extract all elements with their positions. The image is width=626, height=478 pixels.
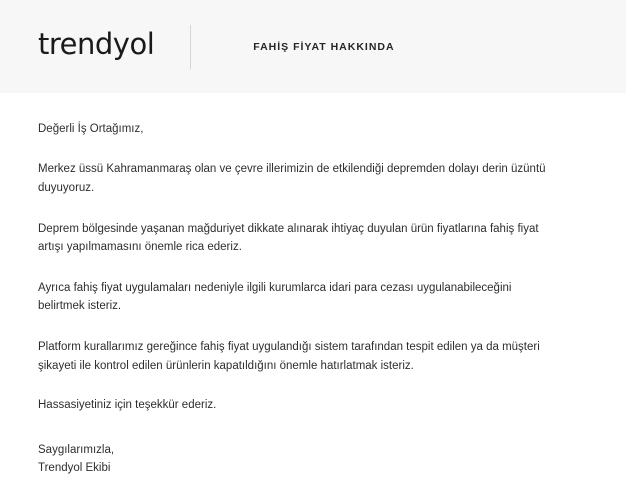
letter-signoff: [38, 441, 588, 478]
document-header: [0, 0, 626, 93]
letter-paragraph-1: Merkez üssü Kahramanmaraş olan ve çevre illerimizin de etkilendiği depremden dolayı derin üzüntü duyuyoruz.: [38, 163, 546, 194]
trendyol-logo: trendyol: [38, 27, 155, 61]
letter-signature: Trendyol Ekibi: [38, 462, 111, 475]
letter-greeting: Değerli İş Ortağımız,: [38, 123, 144, 135]
letter-closing: Saygılarımızla,: [38, 443, 115, 456]
letter-body: [0, 93, 626, 478]
header-divider: [190, 25, 191, 69]
letter-paragraph-2: Deprem bölgesinde yaşanan mağduriyet dikkate alınarak ihtiyaç duyulan ürün fiyatlarına fahiş fiyat artışı yapılmamasını önemle rica ederiz.: [38, 222, 539, 254]
letter-paragraph-3: Ayrıca fahiş fiyat uygulamaları nedeniyle ilgili kurumlarca idari para cezası uygulanabileceğini belirtmek isteriz.: [38, 281, 512, 313]
document-subject-title: FAHİŞ FİYAT HAKKINDA: [253, 40, 395, 53]
letter-thanks: Hassasiyetiniz için teşekkür ederiz.: [38, 399, 217, 412]
letter-paragraph-4: Platform kurallarımız gereğince fahiş fiyat uygulandığı sistem tarafından tespit edilen ya da müşteri şikayeti ile kontrol edilen ürünlerin kapatıldığını önemle hatırlatmak isteriz.: [38, 341, 540, 372]
